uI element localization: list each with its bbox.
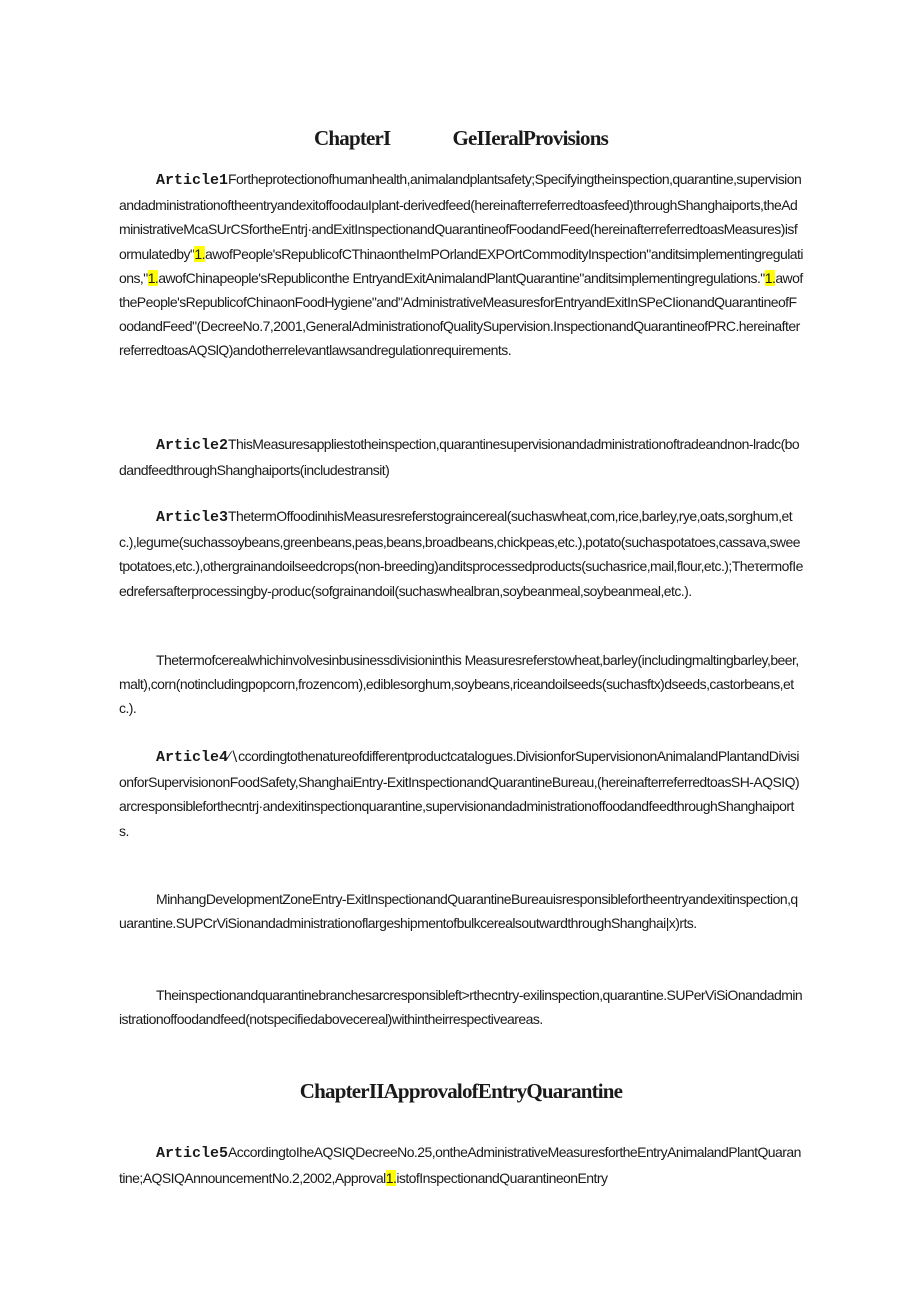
chapter-1-number: ChapterI — [314, 126, 391, 150]
article-4 — [119, 744, 803, 843]
article-5-text-b: istofInspectionandQuarantineonEntry — [396, 1170, 608, 1187]
highlight-mark: 1. — [385, 1170, 397, 1187]
article-4-text: ∕∖ccordingtothenatureofdifferentproductcatalogues.DivisionforSupervisiononAnimalandPlantandDivisionforSupervisiononFoodSafety,ShanghaiEntry-ExitInspectionandQuarantineBureau,(hereinafterreferredtoasSH-AQSIQ)arcresponsibleforthecntrj·andexitinspectionquarantine,supervisionandadministrationoffoodandfeedthroughShanghaiports. — [119, 748, 800, 839]
article-1-text-a: Fortheprotectionofhumanhealth,animalandplantsafety;Specifyingtheinspection,quarantine,supervisionandadministrationoftheentryandexitoffoodauIplant-derivedfeed(hereinafterreferredtoasfeed)throughShanghaiports,theAdministrativeMcaSUrCSfortheEntrj·andExitInspectionandQuarantineofFoodandFeed(hereinafterreferredtoasMeasures)isformulatedby" — [119, 171, 802, 262]
article-3-label: Article3 — [156, 509, 229, 526]
paragraph-branches: Theinspectionandquarantinebranchesarcresponsibleft>rthecntry-exilinspection,quarantine.SUPerViSiOnandadministrationoffoodandfeed(notspecifiedabovecereal)withintheirrespectiveareas. — [119, 987, 803, 1028]
article-3 — [119, 504, 803, 603]
article-2-text: ThisMeasuresappliestotheinspection,quarantinesupervisionandadministrationoftradeandnon-lradc(bodandfeedthroughShanghaiports(includestransit) — [119, 436, 800, 479]
highlight-mark: 1. — [147, 269, 159, 286]
chapter-2-heading: ChapterIIApprovalofEntryQuarantine — [299, 1079, 623, 1103]
chapter-1-title: GeIIeralProvisions — [452, 126, 608, 150]
article-1 — [119, 167, 803, 363]
article-5-text-a: AccordingtoIheAQSIQDecreeNo.25,ontheAdministrativeMeasuresfortheEntryAnimalandPlantQuarantine;AQSIQAnnouncementNo.2,2002,Approval — [119, 1144, 801, 1187]
article-2 — [119, 432, 803, 482]
chapter-1-heading — [119, 126, 803, 151]
article-5-label: Article5 — [156, 1145, 229, 1162]
article-1-text-d: awofthePeople'sRepublicofChinaonFoodHygiene"and"AdministrativeMeasuresforEntryandExitInSPeCIionandQuarantineofFoodandFeed"(DecreeNo.7,2001,GeneralAdministrationofQualitySupervision.InspectionandQuarantineofPRC.hereinafterreferredtoasAQSlQ)andotherrelevantlawsandregulationrequirements. — [119, 269, 803, 359]
paragraph-minhang: MinhangDevelopmentZoneEntry-ExitInspectionandQuarantineBureauisresponsiblefortheentryandexitinspection,quarantine.SUPCrViSionandadministrationoflargeshipmentofbulkcerealsoutwardthroughShanghai|x)rts. — [119, 891, 798, 932]
paragraph-cereal-definition: Thetermofcerealwhichinvolvesinbusinessdivisioninthis Measuresreferstowheat,barley(includingmaltingbarley,beer,malt),corn(notincludingpopcorn,frozencom),ediblesorghum,soybeans,riceandoilseeds(suchasftx)dseeds,castorbeans,etc.). — [119, 652, 799, 717]
article-1-text-b: awofPeople'sRepublicofCThinaontheImPOrlandEXPOrtCommodityInspection"anditsimplementingregulations," — [119, 245, 803, 286]
article-2-label: Article2 — [156, 437, 229, 454]
article-4-label: Article4 — [156, 749, 229, 766]
article-1-label: Article1 — [156, 172, 229, 189]
article-1-text-c: awofChinapeople'sRepubliconthe EntryandExitAnimalandPlantQuarantine"anditsimplementingregulations." — [158, 269, 765, 286]
highlight-mark: 1. — [764, 269, 776, 286]
highlight-mark: 1. — [194, 245, 205, 262]
article-3-text: ThetermOffoodinιhisMeasuresreferstograincereal(suchaswheat,com,rice,barley,rye,oats,sorghum,etc.),legume(suchassoybeans,greenbeans,peas,beans,broadbeans,chickpeas,etc.),potato(suchaspotatoes,cassava,sweetpotatoes,etc.),othergrainandoilseedcrops(non-breeding)anditsprocessedproducts(suchasrice,mail,flour,etc.);TheτermofIeedrefersafterprocessingby-ρroduc(sofgrainandoil(suchaswhealbran,soybeanmeal,soybeanmeal,etc.). — [119, 508, 803, 599]
article-5 — [119, 1140, 803, 1190]
